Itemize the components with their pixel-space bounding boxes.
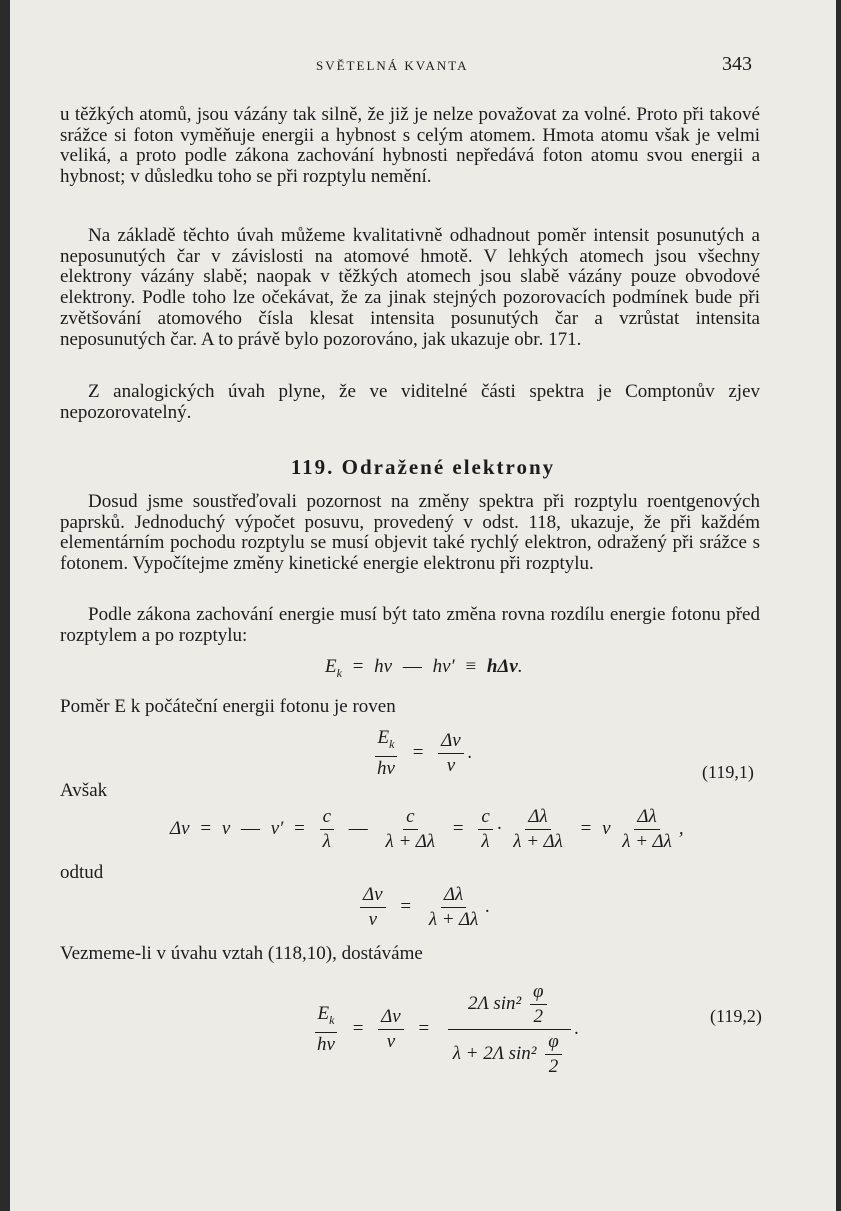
section-heading: 119. Odražené elektrony <box>290 455 556 479</box>
book-page <box>10 0 836 1211</box>
avsak-label: Avšak <box>60 780 108 801</box>
page-number: 343 <box>722 53 752 75</box>
paragraph-2: Na základě těchto úvah můžeme kvalitativně odhadnout poměr intensit posunutých a neposunutých čar v závislosti na atomové hmotě. V lehkých atomech jsou všechny elektrony vázány slabě; naopak v těžkých atomech jsou slabě vázány pouze obvodové elektrony. Podle toho lze očekávat, že za jinak stejných pozorovacích podmínek bude při zvětšování atomového čísla klesat intensita posunutých čar a vzrůstat intensita neposunutých čar. A to právě bylo pozorováno, jak ukazuje obr. 171. <box>60 225 760 350</box>
equation-119-1: $\frac{E_k}{h\nu}$ = $\frac{\Delta\nu}{\nu}$ . <box>370 726 473 781</box>
odtud-label: odtud <box>60 862 104 883</box>
ratio-text-content: Poměr E k počáteční energii fotonu je roven <box>60 696 396 717</box>
equation-number-119-1: (119,1) <box>702 762 754 782</box>
running-title: SVĚTELNÁ KVANTA <box>316 58 469 73</box>
section-paragraph-2: Podle zákona zachování energie musí být tato změna rovna rozdílu energie fotonu před rozptylem a po rozptylu: <box>60 604 760 646</box>
section-paragraph-1: Dosud jsme soustřeďovali pozornost na změny spektra při rozptylu roentgenových paprsků. Jednoduchý výpočet posuvu, provedený v odst. 118, ukazuje, že při každém elementárním pochodu rozptylu se musí objevit také rychlý elektron, odražený při srážce s fotonem. Vypočítejme změny kinetické energie elektronu při rozptylu. <box>60 491 760 575</box>
paragraph-1: u těžkých atomů, jsou vázány tak silně, že již je nelze považovat za volné. Proto při takové srážce si foton vyměňuje energii a hybnost s celým atomem. Hmota atomu však je velmi veliká, a proto podle zákona zachování hybnosti nepředává foton atomu svou energii a hybnost; v důsledku toho se při rozptylu nemění. <box>60 104 760 188</box>
paragraph-3: Z analogických úvah plyne, že ve viditelné části spektra je Comptonův zjev nepozorovatelný. <box>60 381 760 423</box>
ratio-text <box>60 696 396 718</box>
vezmeme-text: Vezmeme-li v úvahu vztah (118,10), dostáváme <box>60 943 423 964</box>
energy-equation: $E_k = h\nu$ — hν′ ≡ hΔν. <box>325 656 523 680</box>
relative-shift-equation: $\frac{\Delta\nu}{\nu}$ = $\frac{\Delta\lambda}{\lambda + \Delta\lambda}$ . <box>356 883 490 932</box>
page-header <box>10 53 836 80</box>
equation-119-2: $\frac{E_k}{h\nu}$ = $\frac{\Delta\nu}{\nu}$ = 2Λ sin² $\frac{\varphi}{2}$ λ + 2Λ sin² $\frac{\varphi}{2}$ . <box>310 980 579 1079</box>
equation-number-119-2: (119,2) <box>710 1006 762 1026</box>
frequency-shift-equation: Δν = ν — ν′ = $\frac{c}{\lambda}$ — $\frac{c}{\lambda + \Delta\lambda}$ = $\frac{c}{\lambda}$ · $\frac{\Delta\lambda}{\lambda + \Delta\lambda}$ = ν $\frac{\Delta\lambda}{\lambda + \Delta\lambda}$ , <box>170 806 684 852</box>
